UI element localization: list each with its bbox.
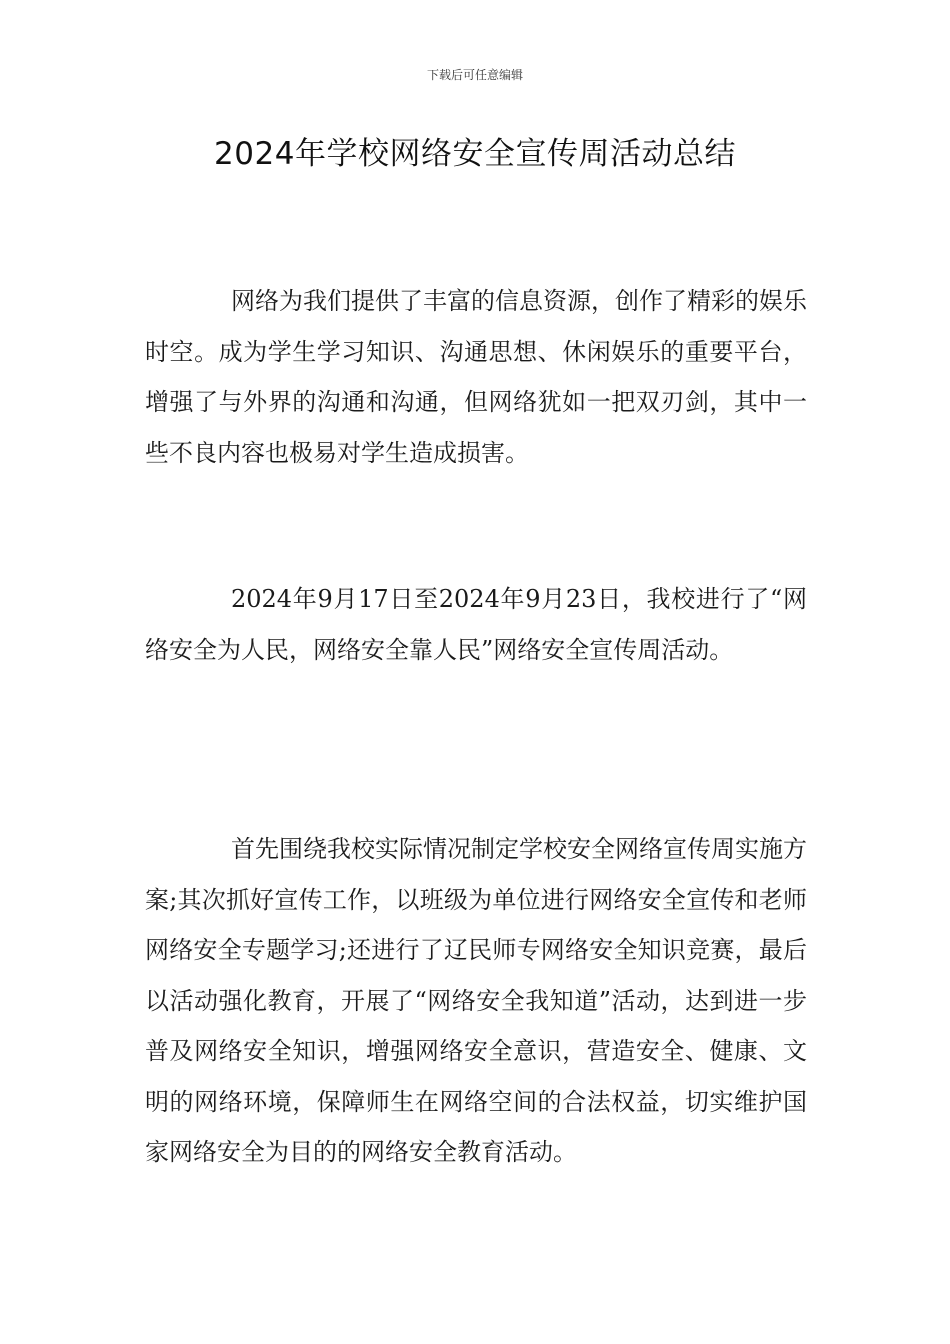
paragraph-activities: 首先围绕我校实际情况制定学校安全网络宣传周实施方案;其次抓好宣传工作，以班级为单位进行网络安全宣传和老师网络安全专题学习;还进行了辽民师专网络安全知识竞赛，最后以活动强化教育，开展了“网络安全我知道”活动，达到进一步普及网络安全知识，增强网络安全意识，营造安全、健康、文明的网络环境，保障师生在网络空间的合法权益，切实维护国家网络安全为目的的网络安全教育活动。 <box>145 835 807 1166</box>
paragraph-dates: 2024年9月17日至2024年9月23日，我校进行了“网络安全为人民，网络安全靠人民”网络安全宣传周活动。 <box>145 585 807 664</box>
paragraph-intro: 网络为我们提供了丰富的信息资源，创作了精彩的娱乐时空。成为学生学习知识、沟通思想、休闲娱乐的重要平台，增强了与外界的沟通和沟通，但网络犹如一把双刃剑，其中一些不良内容也极易对学生造成损害。 <box>145 287 807 467</box>
document-title: 2024年学校网络安全宣传周活动总结 <box>214 136 736 172</box>
header-note: 下载后可任意编辑 <box>426 68 523 82</box>
